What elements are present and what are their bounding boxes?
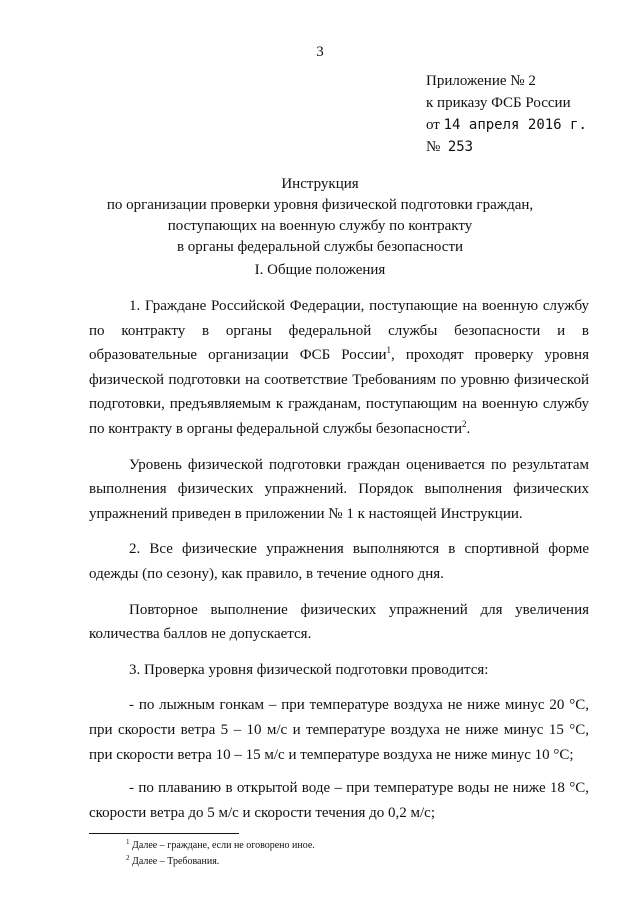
paragraph-1-part-1: 1. Граждане Российской Федерации, поступающие на военную службу по контракту в органы федеральной службы безопасности и в образовательные организации ФСБ России [89,298,589,364]
page-number: 3 [316,44,324,60]
footnote-2-text: Далее – Требования. [129,856,220,867]
footnote-1 [126,838,315,854]
title-line-4: в органы федеральной службы безопасности [176,239,464,255]
paragraph-2: Уровень физической подготовки граждан оценивается по результатам выполнения физических упражнений. Порядок выполнения физических упражнений приведен в приложении № 1 к настоящей Инструкции. [89,456,589,522]
document-body [89,294,589,834]
title-line-3: поступающих на военную службу по контракту [167,218,473,234]
title-line-1: Инструкция [281,176,359,192]
appendix-label: Приложение № 2 [426,73,536,89]
order-number [426,136,587,158]
paragraph-3: 2. Все физические упражнения выполняются в спортивной форме одежды (по сезону), как правило, в течение одного дня. [89,541,589,582]
footnote-2-mark: 2 [126,854,130,862]
footnote-ref-2: 2 [461,418,467,429]
paragraph-1 [89,294,589,442]
order-date-value: 14 апреля 2016 г. [443,117,587,133]
paragraph-6: - по лыжным гонкам – при температуре воздуха не ниже минус 20 °С, при скорости ветра 5 – 10 м/с и температуре воздуха не ниже минус 15 °С, при скорости ветра 10 – 15 м/с и температуре воздуха не ниже минус 10 °С; [89,697,589,763]
title-line-2: по организации проверки уровня физической подготовки граждан, [106,197,534,213]
section-heading: I. Общие положения [254,262,386,278]
footnotes [126,838,315,870]
order-number-prefix: № [426,139,441,155]
paragraph-5: 3. Проверка уровня физической подготовки проводится: [129,661,489,678]
paragraph-1-end: . [466,420,471,437]
paragraph-1-part-2: , проходят проверку уровня физической подготовки на соответствие Требованиям по уровню физической подготовки, предъявляемым к гражданам, поступающим на военную службу по контракту в органы федеральной службы безопасности [89,347,589,437]
order-date-prefix: от [426,117,440,133]
footnote-1-text: Далее – граждане, если не оговорено иное. [129,840,315,851]
footnote-1-mark: 1 [126,838,130,846]
footnote-divider [89,833,239,834]
order-reference: к приказу ФСБ России [426,95,571,111]
footnote-ref-1: 1 [386,345,392,356]
footnote-2 [126,854,315,870]
paragraph-4: Повторное выполнение физических упражнений для увеличения количества баллов не допускается. [89,601,589,643]
approval-block [426,70,587,158]
paragraph-7: - по плаванию в открытой воде – при температуре воды не ниже 18 °С, скорости ветра до 5 м/с и скорости течения до 0,2 м/с; [89,780,589,821]
order-date [426,114,587,136]
order-number-value: 253 [447,139,474,155]
document-title [0,174,640,258]
